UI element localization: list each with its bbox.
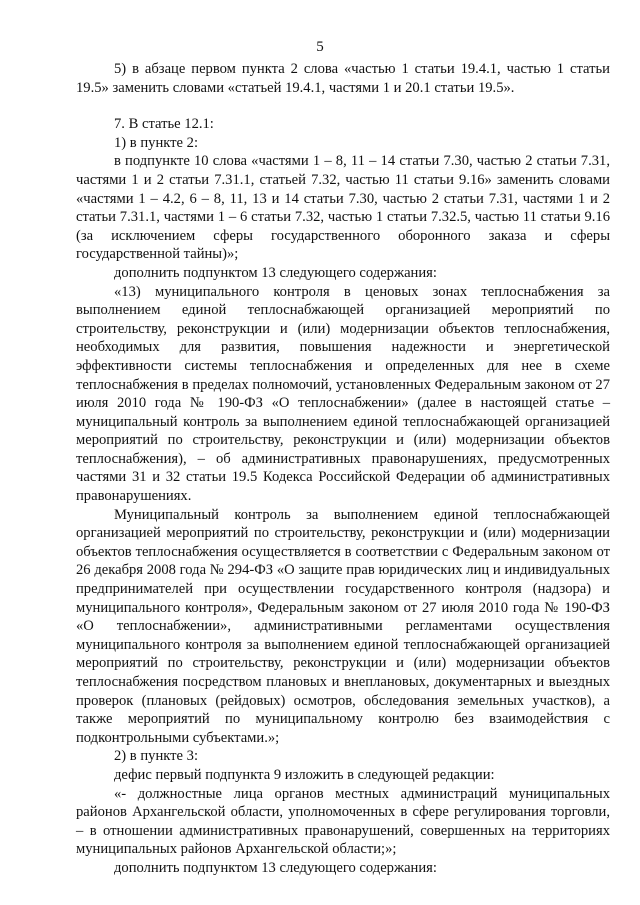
paragraph-spacer: [76, 97, 610, 115]
paragraph: 5) в абзаце первом пункта 2 слова «частью 1 статьи 19.4.1, частью 1 статьи 19.5» заменить словами «статьей 19.4.1, частями 1 и 20.1 статьи 19.5».: [76, 61, 610, 96]
paragraph: в подпункте 10 слова «частями 1 – 8, 11 – 14 статьи 7.30, частью 2 статьи 7.31, частями 1 и 2 статьи 7.31.1, статьей 7.32, частью 11 статьи 9.16» заменить словами «частями 1 – 4.2, 6 – 8, 11, 13 и 14 статьи 7.30, частью 2 статьи 7.31, частями 1 и 2 статьи 7.31.1, частями 1 – 6 статьи 7.32, частью 1 статьи 7.32.5, частью 11 статьи 9.16 (за исключением сферы государственного оборонного заказа и сферы государственной тайны)»;: [76, 153, 610, 263]
paragraph: «- должностные лица органов местных администраций муниципальных районов Архангельской области, уполномоченных в сфере регулирования торговли, – в отношении административных правонарушений, совершенных на территориях муниципальных районов Архангельской области;»;: [76, 785, 610, 858]
paragraph: дополнить подпунктом 13 следующего содержания:: [114, 859, 437, 876]
paragraph: дополнить подпунктом 13 следующего содержания:: [114, 264, 437, 281]
paragraph: 7. В статье 12.1:: [114, 116, 214, 133]
paragraph: Муниципальный контроль за выполнением единой теплоснабжающей организацией мероприятий по строительству, реконструкции и (или) модернизации объектов теплоснабжения осуществляется в соответствии с Федеральным законом от 26 декабря 2008 года № 294-ФЗ «О защите прав юридических лиц и индивидуальных предпринимателей при осуществлении государственного контроля (надзора) и муниципального контроля», Федеральным законом от 27 июля 2010 года № 190-ФЗ «О теплоснабжении», административными регламентами осуществления муниципального контроля за выполнением единой теплоснабжающей организацией мероприятий по строительству, реконструкции и (или) модернизации объектов теплоснабжения посредством плановых и внеплановых, документарных и выездных проверок (плановых (рейдовых) осмотров, обследования земельных участков), а также мероприятий по муниципальному контролю без взаимодействия с подконтрольными субъектами.»;: [76, 506, 610, 746]
paragraph: 1) в пункте 2:: [114, 134, 199, 151]
paragraph: 2) в пункте 3:: [114, 748, 199, 765]
page-number: 5: [316, 39, 324, 55]
paragraph: «13) муниципального контроля в ценовых зонах теплоснабжения за выполнением единой теплоснабжающей организацией мероприятий по строительству, реконструкции и (или) модернизации объектов теплоснабжения, необходимых для развития, повышения надежности и энергетической эффективности системы теплоснабжения и определенных для нее в схеме теплоснабжения в пределах полномочий, установленных Федеральным законом от 27 июля 2010 года № 190-ФЗ «О теплоснабжении» (далее в настоящей статье – муниципальный контроль за выполнением единой теплоснабжающей организацией мероприятий по строительству, реконструкции и (или) модернизации объектов теплоснабжения), – об административных правонарушениях, предусмотренных частями 31 и 32 статьи 19.5 Кодекса Российской Федерации об административных правонарушениях.: [76, 283, 610, 505]
paragraph: дефис первый подпункта 9 изложить в следующей редакции:: [114, 766, 495, 783]
document-body: [76, 60, 610, 878]
